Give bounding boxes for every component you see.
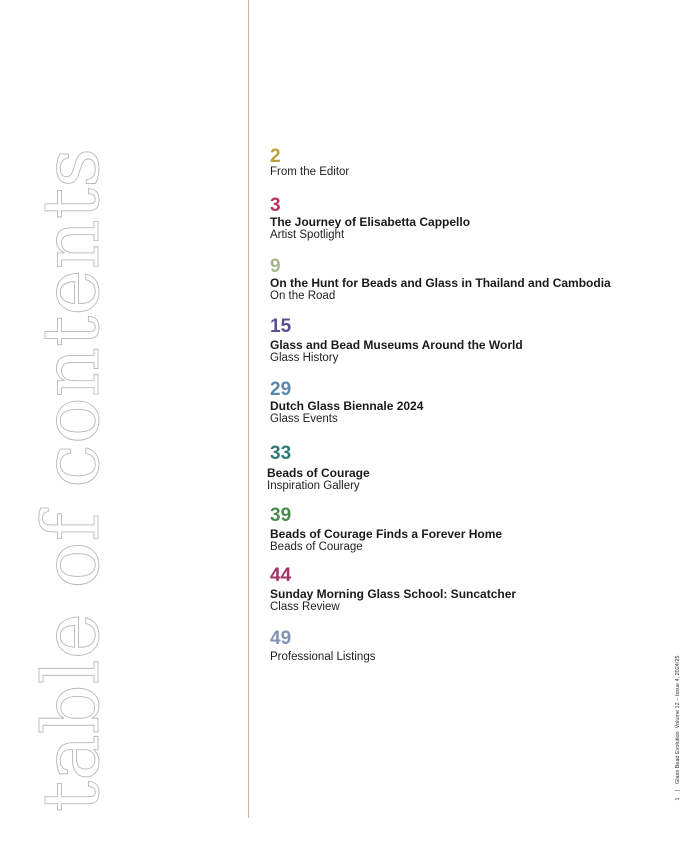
toc-page-number: 15: [270, 316, 292, 337]
toc-entry[interactable]: [270, 318, 523, 365]
toc-entry[interactable]: [270, 507, 502, 554]
toc-page-number: 49: [270, 628, 292, 649]
toc-title: Dutch Glass Biennale 2024: [270, 399, 424, 413]
footer-publication: Glass Bead Evolution: [675, 731, 681, 784]
page-footer: 1|Glass Bead Evolution Volume 12 – Issue 4, 2024/25: [675, 655, 681, 801]
toc-entry[interactable]: [267, 445, 370, 493]
toc-title: Sunday Morning Glass School: Suncatcher: [270, 587, 517, 601]
toc-title: On the Hunt for Beads and Glass in Thailand and Cambodia: [270, 276, 611, 290]
toc-section: Beads of Courage: [270, 541, 363, 553]
toc-section: Artist Spotlight: [270, 229, 345, 241]
toc-title: The Journey of Elisabetta Cappello: [270, 215, 471, 229]
toc-title: Glass and Bead Museums Around the World: [270, 338, 523, 352]
toc-section: Glass Events: [270, 413, 338, 425]
toc-page-number: 3: [270, 195, 281, 216]
toc-entry[interactable]: [270, 630, 375, 664]
sidebar-title: table of contents: [27, 147, 117, 813]
toc-page-number: 2: [270, 146, 281, 167]
toc-entry[interactable]: [270, 148, 349, 179]
toc-section: Professional Listings: [270, 651, 376, 663]
toc-section: Inspiration Gallery: [267, 480, 360, 492]
toc-entry[interactable]: [270, 381, 423, 426]
toc-section: Class Review: [270, 601, 340, 613]
toc-section: On the Road: [270, 290, 336, 302]
toc-entry[interactable]: [270, 567, 516, 614]
toc-section: From the Editor: [270, 166, 350, 178]
footer-issue: Volume 12 – Issue 4, 2024/25: [675, 655, 681, 729]
toc-page-number: 29: [270, 379, 292, 400]
toc-section: Glass History: [270, 352, 339, 364]
vertical-divider: [248, 0, 249, 818]
toc-page-number: 9: [270, 256, 281, 277]
footer-page-number: 1: [675, 797, 681, 801]
toc-entry[interactable]: [270, 258, 611, 303]
toc-page-number: 33: [270, 443, 292, 464]
toc-entry[interactable]: [270, 197, 470, 242]
toc-page-number: 44: [270, 565, 292, 586]
toc-title: Beads of Courage Finds a Forever Home: [270, 527, 503, 541]
toc-title: Beads of Courage: [267, 466, 370, 480]
toc-page-number: 39: [270, 505, 292, 526]
